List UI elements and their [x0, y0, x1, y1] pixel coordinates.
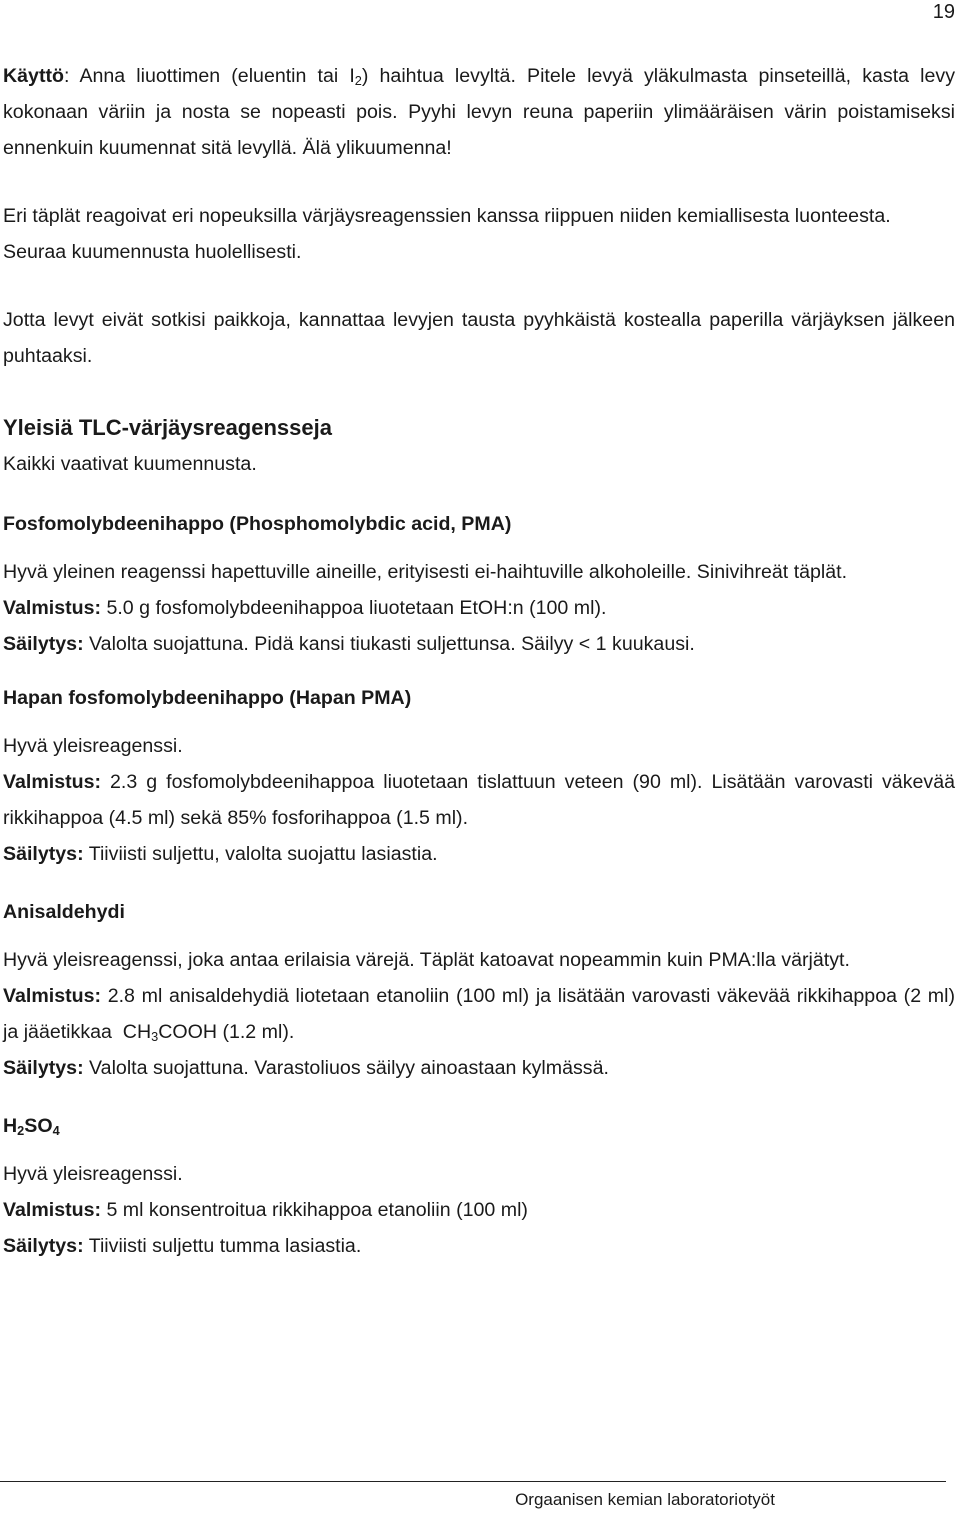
anisaldehyde-storage-label: Säilytys:: [3, 1057, 84, 1079]
acid-pma-storage: [3, 836, 955, 872]
acid-pma-prep-text: 2.3 g fosfomolybdeenihappoa liuotetaan tislattuun veteen (90 ml). Lisätään varovasti väkevää rikkihappoa (4.5 ml) sekä 85% fosforihappoa (1.5 ml).: [3, 771, 955, 829]
h2so4-storage: [3, 1228, 955, 1264]
h2so4-storage-text: Tiiviisti suljettu tumma lasiastia.: [83, 1235, 362, 1257]
h2so4-so: SO: [24, 1115, 53, 1137]
reaction-paragraph: Eri täplät reagoivat eri nopeuksilla värjäysreagenssien kanssa riippuen niiden kemiallisesta luonteesta. Seuraa kuumennusta huolellisesti.: [3, 205, 891, 263]
anisaldehyde-storage-text: Valolta suojattuna. Varastoliuos säilyy ainoastaan kylmässä.: [83, 1057, 609, 1079]
anisaldehyde-preparation: [3, 978, 960, 1050]
h2so4-sub-4: 4: [52, 1123, 60, 1139]
footer-divider: [0, 1481, 946, 1482]
section-subtitle: Kaikki vaativat kuumennusta.: [3, 453, 257, 475]
pma-storage-text: Valolta suojattuna. Pidä kansi tiukasti suljettunsa. Säilyy < 1 kuukausi.: [83, 633, 695, 655]
anisaldehyde-prep-label: Valmistus:: [3, 985, 102, 1007]
pma-description: Hyvä yleinen reagenssi hapettuville aineille, erityisesti ei-haihtuville alkoholeille. Sinivihreät täplät.: [3, 561, 848, 583]
acid-pma-prep-label: Valmistus:: [3, 771, 102, 793]
cleaning-paragraph: Jotta levyt eivät sotkisi paikkoja, kannattaa levyjen tausta pyyhkäistä kostealla paperilla värjäyksen jälkeen puhtaaksi.: [3, 309, 955, 367]
page-content: [3, 58, 960, 1264]
anisaldehyde-prep-text-b: COOH (1.2 ml).: [158, 1021, 295, 1043]
acid-pma-heading: Hapan fosfomolybdeenihappo (Hapan PMA): [3, 687, 412, 709]
h2so4-description: Hyvä yleisreagenssi.: [3, 1163, 183, 1185]
acid-pma-description: Hyvä yleisreagenssi.: [3, 735, 183, 757]
footer-title: Orgaanisen kemian laboratoriotyöt: [515, 1490, 775, 1509]
pma-storage-label: Säilytys:: [3, 633, 84, 655]
h2so4-sub-2: 2: [17, 1123, 25, 1139]
h2so4-storage-label: Säilytys:: [3, 1235, 84, 1257]
iodine-subscript: 2: [354, 73, 362, 89]
pma-heading: Fosfomolybdeenihappo (Phosphomolybdic acid, PMA): [3, 513, 512, 535]
acid-pma-storage-label: Säilytys:: [3, 843, 84, 865]
anisaldehyde-prep-text-a: 2.8 ml anisaldehydiä liotetaan etanoliin (100 ml) ja lisätään varovasti väkevää rikkihappoa (2 ml) ja jääetikkaa CH: [3, 985, 960, 1043]
usage-paragraph: [3, 58, 955, 166]
anisaldehyde-storage: [3, 1050, 955, 1086]
h2so4-prep-text: 5 ml konsentroitua rikkihappoa etanoliin (100 ml): [101, 1199, 528, 1221]
ch3-subscript: 3: [151, 1029, 159, 1045]
h2so4-preparation: [3, 1192, 955, 1228]
acid-pma-preparation: [3, 764, 955, 836]
section-title: Yleisiä TLC-värjäysreagensseja: [3, 415, 332, 440]
usage-label: Käyttö: [3, 65, 64, 87]
pma-preparation: [3, 590, 955, 626]
anisaldehyde-description: Hyvä yleisreagenssi, joka antaa erilaisia värejä. Täplät katoavat nopeammin kuin PMA:lla värjätyt.: [3, 949, 850, 971]
pma-storage: [3, 626, 955, 662]
pma-prep-text: 5.0 g fosfomolybdeenihappoa liuotetaan EtOH:n (100 ml).: [101, 597, 607, 619]
h2so4-h: H: [3, 1115, 18, 1137]
page-number: 19: [932, 1, 955, 23]
pma-prep-label: Valmistus:: [3, 597, 102, 619]
acid-pma-storage-text: Tiiviisti suljettu, valolta suojattu lasiastia.: [83, 843, 438, 865]
anisaldehyde-heading: Anisaldehydi: [3, 901, 125, 923]
h2so4-heading: [3, 1108, 955, 1144]
usage-text-b: ) haihtua levyltä. Pitele levyä yläkulmasta pinseteillä, kasta levy kokonaan väriin ja nosta se nopeasti pois. Pyyhi levyn reuna paperiin ylimääräisen värin poistamiseksi ennenkuin kuumennat sitä levyllä. Älä ylikuumenna!: [3, 65, 956, 159]
h2so4-prep-label: Valmistus:: [3, 1199, 102, 1221]
usage-text-a: : Anna liuottimen (eluentin tai I: [63, 65, 355, 87]
page-footer: [0, 1490, 960, 1510]
